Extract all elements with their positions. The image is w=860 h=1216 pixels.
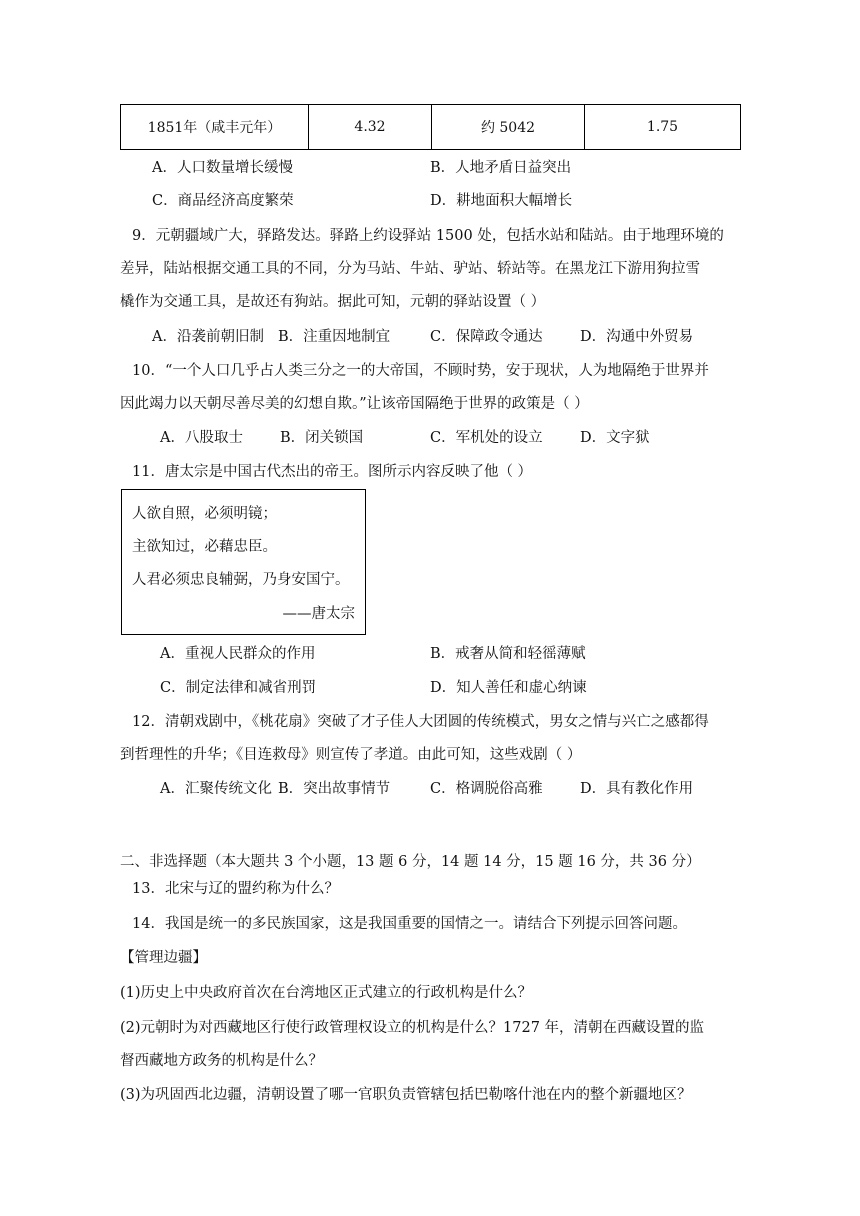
q13-text: 13．北宋与辽的盟约称为什么？ [132, 881, 339, 897]
table-cell-value-3: 1.75 [585, 105, 741, 150]
q14-sub-3: (3)为巩固西北边疆，清朝设置了哪一官职负责管辖包括巴勒喀什池在内的整个新疆地区？ [120, 1087, 692, 1103]
q12-option-b[interactable]: B．突出故事情节 [278, 781, 391, 797]
q10-option-b[interactable]: B．闭关锁国 [280, 430, 364, 446]
q8-option-c[interactable]: C．商品经济高度繁荣 [152, 193, 294, 209]
q11-option-c[interactable]: C．制定法律和减省刑罚 [160, 680, 317, 696]
quote-attribution: ——唐太宗 [282, 606, 355, 622]
quote-line-3: 人君必须忠良辅弼，乃身安国宁。 [132, 572, 350, 588]
quote-line-2: 主欲知过，必藉忠臣。 [132, 539, 277, 555]
q12-option-c[interactable]: C．格调脱俗高雅 [430, 781, 543, 797]
q14-sub-1: (1)历史上中央政府首次在台湾地区正式建立的行政机构是什么？ [120, 985, 533, 1001]
q9-option-b[interactable]: B．注重因地制宜 [278, 329, 391, 345]
q10-stem-line-2: 因此竭力以天朝尽善尽美的幻想自欺。”让该帝国隔绝于世界的政策是（ ） [120, 396, 589, 412]
q10-option-c[interactable]: C．军机处的设立 [430, 430, 543, 446]
population-table [120, 104, 741, 150]
q11-option-d[interactable]: D．知人善任和虚心纳谏 [430, 680, 587, 696]
q8-option-b[interactable]: B．人地矛盾日益突出 [430, 160, 572, 176]
table-row [121, 105, 741, 150]
q14-sub-2-line-2: 督西藏地方政务的机构是什么？ [120, 1053, 323, 1069]
q14-sub-2-line-1: (2)元朝时为对西藏地区行使行政管理权设立的机构是什么？1727 年，清朝在西藏设置的监 [120, 1020, 705, 1036]
q11-stem: 11．唐太宗是中国古代杰出的帝王。图所示内容反映了他（ ） [132, 464, 533, 480]
q9-option-c[interactable]: C．保障政令通达 [430, 329, 543, 345]
section-2-heading: 二、非选择题（本大题共 3 个小题，13 题 6 分，14 题 14 分，15 题 16 分，共 36 分） [120, 854, 701, 870]
q12-option-d[interactable]: D．具有教化作用 [580, 781, 694, 797]
q10-option-d[interactable]: D．文字狱 [580, 430, 650, 446]
q9-option-d[interactable]: D．沟通中外贸易 [580, 329, 694, 345]
q9-stem-line-1: 9．元朝疆域广大，驿路发达。驿路上约设驿站 1500 处，包括水站和陆站。由于地理环境的 [132, 228, 724, 244]
table-cell-value-2: 约 5042 [432, 105, 585, 150]
q8-option-a[interactable]: A．人口数量增长缓慢 [152, 160, 293, 176]
q9-option-a[interactable]: A．沿袭前朝旧制 [152, 329, 264, 345]
q9-stem-line-3: 橇作为交通工具，是故还有狗站。据此可知，元朝的驿站设置（ ） [120, 294, 546, 310]
q11-quote-box [121, 489, 366, 635]
q14-stem: 14．我国是统一的多民族国家，这是我国重要的国情之一。请结合下列提示回答问题。 [132, 916, 687, 932]
q12-stem-line-2: 到哲理性的升华；《目连救母》则宣传了孝道。由此可知，这些戏剧（ ） [120, 747, 582, 763]
table-cell-value-1: 4.32 [309, 105, 432, 150]
q12-option-a[interactable]: A．汇聚传统文化 [160, 781, 272, 797]
q14-subheading: 【管理边疆】 [120, 950, 207, 966]
q10-stem-line-1: 10．“一个人口几乎占人类三分之一的大帝国，不顾时势，安于现状，人为地隔绝于世界并 [132, 363, 709, 379]
q9-stem-line-2: 差异，陆站根据交通工具的不同，分为马站、牛站、驴站、轿站等。在黑龙江下游用狗拉雪 [120, 261, 700, 277]
quote-line-1: 人欲自照，必须明镜； [132, 506, 277, 522]
q11-option-b[interactable]: B．戒奢从简和轻徭薄赋 [430, 646, 586, 662]
q10-option-a[interactable]: A．八股取士 [160, 430, 243, 446]
q11-option-a[interactable]: A．重视人民群众的作用 [160, 646, 316, 662]
q8-option-d[interactable]: D．耕地面积大幅增长 [430, 193, 573, 209]
table-cell-year: 1851年（咸丰元年） [121, 105, 309, 150]
q12-stem-line-1: 12．清朝戏剧中，《桃花扇》突破了才子佳人大团圆的传统模式，男女之情与兴亡之感都得 [132, 714, 709, 730]
